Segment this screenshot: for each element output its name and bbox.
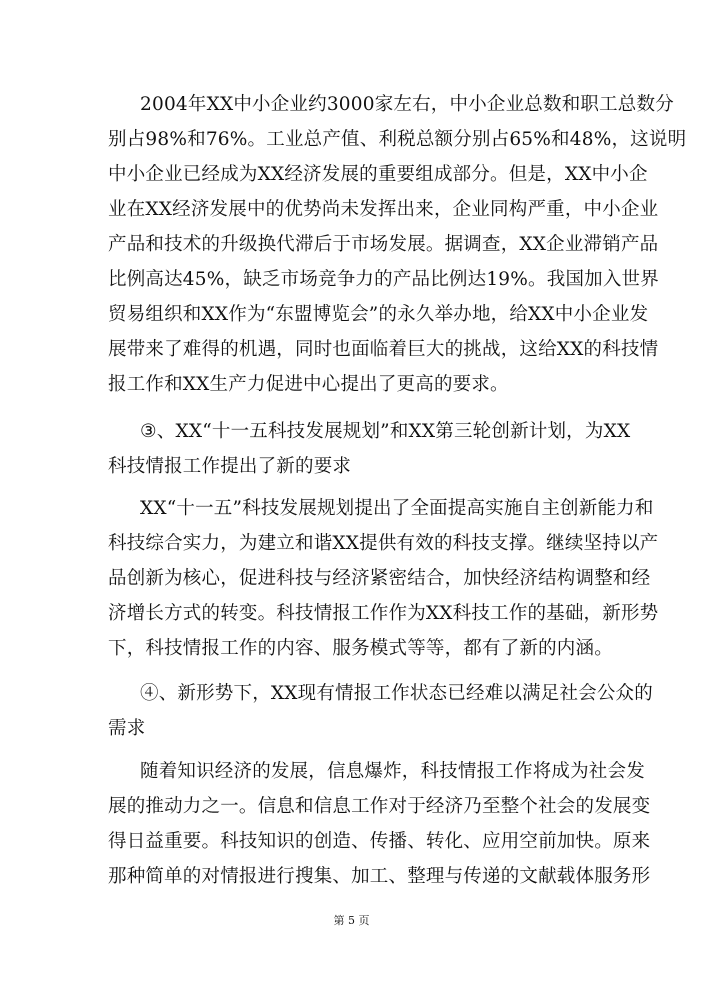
paragraph-3-line: 得日益重要。科技知识的创造、传播、转化、应用空前加快。原来 <box>108 831 651 852</box>
paragraph-2-line: 下，科技情报工作的内容、服务模式等等，都有了新的内涵。 <box>108 638 613 659</box>
paragraph-3-line: 那种简单的对情报进行搜集、加工、整理与传递的文献载体服务形 <box>108 866 651 887</box>
section-heading-3: 科技情报工作提出了新的要求 <box>108 456 352 477</box>
paragraph-3-line: 展的推动力之一。信息和信息工作对于经济乃至整个社会的发展变 <box>108 796 651 817</box>
page-number: 第 5 页 <box>333 914 370 927</box>
section-heading-3: ③、XX“十一五科技发展规划”和XX第三轮创新计划，为XX <box>140 421 631 442</box>
paragraph-1-line: 展带来了难得的机遇，同时也面临着巨大的挑战，这给XX的科技情 <box>108 339 659 360</box>
section-heading-4: 需求 <box>108 718 146 739</box>
paragraph-2-line: 品创新为核心，促进科技与经济紧密结合，加快经济结构调整和经 <box>108 568 651 589</box>
paragraph-1-line: 报工作和XX生产力促进中心提出了更高的要求。 <box>108 374 509 395</box>
paragraph-1-line: 中小企业已经成为XX经济发展的重要组成部分。但是，XX中小企 <box>108 164 648 185</box>
paragraph-3-line: 随着知识经济的发展，信息爆炸，科技情报工作将成为社会发 <box>140 761 645 782</box>
section-heading-4: ④、新形势下，XX现有情报工作状态已经难以满足社会公众的 <box>140 683 653 704</box>
paragraph-1-line: 贸易组织和XX作为“东盟博览会”的永久举办地，给XX中小企业发 <box>108 304 649 325</box>
paragraph-1-line: 业在XX经济发展中的优势尚未发挥出来，企业同构严重，中小企业 <box>108 199 659 220</box>
paragraph-2-line: 济增长方式的转变。科技情报工作作为XX科技工作的基础，新形势 <box>108 603 659 624</box>
paragraph-2-line: XX“十一五”科技发展规划提出了全面提高实施自主创新能力和 <box>140 498 654 519</box>
paragraph-1-line: 别占98%和76%。工业总产值、利税总额分别占65%和48%，这说明 <box>108 129 687 150</box>
paragraph-2-line: 科技综合实力，为建立和谐XX提供有效的科技支撑。继续坚持以产 <box>108 533 659 554</box>
paragraph-1-line: 比例高达45%，缺乏市场竞争力的产品比例达19%。我国加入世界 <box>108 269 659 290</box>
paragraph-1-line: 产品和技术的升级换代滞后于市场发展。据调查，XX企业滞销产品 <box>108 234 659 255</box>
paragraph-1-line: 2004年XX中小企业约3000家左右，中小企业总数和职工总数分 <box>140 94 674 115</box>
